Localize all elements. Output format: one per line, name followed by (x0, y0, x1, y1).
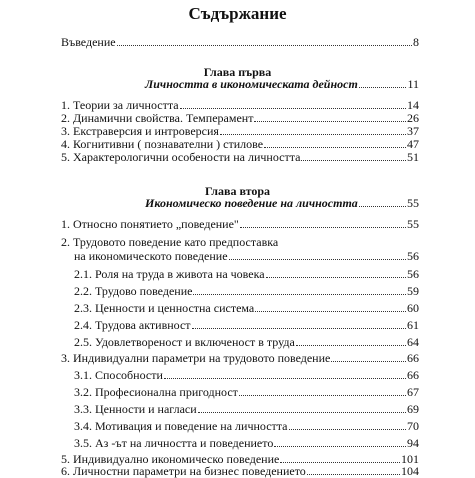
toc-subentry[interactable] (74, 368, 419, 382)
toc-entry-number: 2.1. (74, 267, 92, 281)
dot-leader (264, 147, 406, 148)
toc-subentry[interactable] (74, 284, 419, 298)
toc-entry[interactable] (61, 137, 419, 151)
dot-leader (229, 259, 406, 260)
dot-leader (266, 277, 406, 278)
toc-entry-page: 37 (407, 124, 419, 138)
toc-entry-page: 104 (401, 464, 419, 478)
toc-entry-page: 55 (407, 217, 419, 231)
toc-entry-number: 3.3. (74, 402, 92, 416)
toc-entry[interactable] (61, 150, 419, 164)
dot-leader (193, 294, 406, 295)
toc-entry-number: 1. (61, 217, 70, 231)
toc-entry-label: Трудова активност (95, 318, 191, 332)
dot-leader (274, 446, 406, 447)
toc-entry-continuation[interactable] (74, 249, 419, 263)
toc-entry-page: 55 (407, 196, 419, 210)
toc-chapter-title[interactable] (145, 77, 419, 91)
page-title: Съдържание (188, 4, 287, 23)
toc-entry-number: 2. (61, 235, 70, 249)
toc-entry-number: 3. (61, 351, 70, 365)
toc-entry-page: 60 (407, 301, 419, 315)
toc-entry-label: Теории за личността (73, 98, 179, 112)
toc-entry-label: Удовлетвореност и включеност в труда (95, 335, 295, 349)
dot-leader (220, 134, 406, 135)
toc-entry-intro[interactable] (61, 35, 419, 49)
toc-entry-page: 26 (407, 111, 419, 125)
toc-entry[interactable] (61, 111, 419, 125)
toc-entry-number: 2.2. (74, 284, 92, 298)
toc-entry-page: 101 (401, 452, 419, 466)
toc-entry-number: 3.4. (74, 419, 92, 433)
toc-entry-label: Трудово поведение (95, 284, 193, 298)
toc-entry-label: Индивидуално икономическо поведение (73, 452, 280, 466)
toc-entry-page: 66 (407, 351, 419, 365)
toc-entry-label: Способности (95, 368, 163, 382)
chapter-heading: Глава първа (203, 65, 272, 79)
dot-leader (359, 87, 407, 88)
toc-entry-page: 14 (407, 98, 419, 112)
toc-entry-label: Личностни параметри на бизнес поведението (73, 464, 306, 478)
toc-entry-label: Ценности и нагласи (95, 402, 197, 416)
toc-chapter-title[interactable] (145, 196, 419, 210)
dot-leader (301, 160, 406, 161)
toc-entry-label: Относно понятието „поведение" (73, 217, 239, 231)
toc-entry-page: 8 (413, 35, 419, 49)
toc-entry-number: 5. (61, 150, 70, 164)
toc-entry-page: 64 (407, 335, 419, 349)
dot-leader (192, 328, 406, 329)
toc-entry-page: 94 (407, 436, 419, 450)
toc-entry-label: Динамични свойства. Темперамент (73, 111, 254, 125)
toc-entry-number: 2.3. (74, 301, 92, 315)
dot-leader (359, 206, 406, 207)
dot-leader (255, 311, 406, 312)
dot-leader (280, 462, 400, 463)
toc-entry[interactable] (61, 98, 419, 112)
toc-subentry[interactable] (74, 385, 419, 399)
chapter-title-text: Икономическо поведение на личността (145, 196, 358, 210)
dot-leader (240, 227, 406, 228)
toc-subentry[interactable] (74, 419, 419, 433)
toc-subentry[interactable] (74, 335, 419, 349)
toc-entry[interactable] (61, 217, 419, 231)
toc-entry-page: 61 (407, 318, 419, 332)
toc-entry-number: 3.1. (74, 368, 92, 382)
toc-entry-page: 70 (407, 419, 419, 433)
toc-entry-number: 6. (61, 464, 70, 478)
toc-entry-label: Екстраверсия и интроверсия (73, 124, 219, 138)
toc-entry-number: 2.5. (74, 335, 92, 349)
toc-entry-page: 59 (407, 284, 419, 298)
toc-entry-label: Мотивация и поведение на личността (95, 419, 288, 433)
chapter-title-text: Личността в икономическата дейност (145, 77, 358, 91)
toc-entry-number: 1. (61, 98, 70, 112)
toc-entry[interactable] (61, 235, 419, 249)
toc-entry-number: 4. (61, 137, 70, 151)
toc-subentry[interactable] (74, 267, 419, 281)
toc-entry-page: 11 (407, 77, 419, 91)
toc-entry-page: 66 (407, 368, 419, 382)
dot-leader (180, 108, 406, 109)
toc-subentry[interactable] (74, 318, 419, 332)
toc-entry-page: 47 (407, 137, 419, 151)
toc-entry-page: 51 (407, 150, 419, 164)
chapter-heading: Глава втора (204, 184, 271, 198)
toc-subentry[interactable] (74, 301, 419, 315)
toc-entry-label: Индивидуални параметри на трудовото поведение (73, 351, 331, 365)
toc-entry-label: на икономическото поведение (74, 249, 228, 263)
toc-entry-number: 2.4. (74, 318, 92, 332)
toc-entry-page: 56 (407, 267, 419, 281)
toc-entry-label: Характерологични особености на личността (73, 150, 301, 164)
toc-entry-label: Трудовото поведение като предпоставка (73, 235, 279, 249)
toc-entry-label: Въведение (61, 35, 116, 49)
toc-subentry[interactable] (74, 436, 419, 450)
dot-leader (331, 361, 406, 362)
toc-entry-number: 5. (61, 452, 70, 466)
toc-entry[interactable] (61, 464, 419, 478)
toc-entry-number: 3.2. (74, 385, 92, 399)
toc-entry-number: 3.5. (74, 436, 92, 450)
toc-subentry[interactable] (74, 402, 419, 416)
toc-entry-label: Когнитивни ( познавателни ) стилове (73, 137, 264, 151)
toc-entry-label: Ценности и ценностна система (95, 301, 255, 315)
dot-leader (164, 378, 406, 379)
toc-entry-page: 69 (407, 402, 419, 416)
toc-entry-label: Роля на труда в живота на човека (95, 267, 265, 281)
dot-leader (239, 395, 406, 396)
dot-leader (296, 345, 406, 346)
dot-leader (254, 121, 406, 122)
toc-entry-label: Аз -ът на личността и поведението (95, 436, 274, 450)
toc-entry[interactable] (61, 351, 419, 365)
toc-entry[interactable] (61, 124, 419, 138)
dot-leader (117, 45, 412, 46)
toc-entry-number: 3. (61, 124, 70, 138)
toc-entry-page: 67 (407, 385, 419, 399)
toc-entry-number: 2. (61, 111, 70, 125)
toc-entry-label: Професионална пригодност (95, 385, 238, 399)
dot-leader (289, 429, 407, 430)
dot-leader (198, 412, 406, 413)
toc-entry-page: 56 (407, 249, 419, 263)
